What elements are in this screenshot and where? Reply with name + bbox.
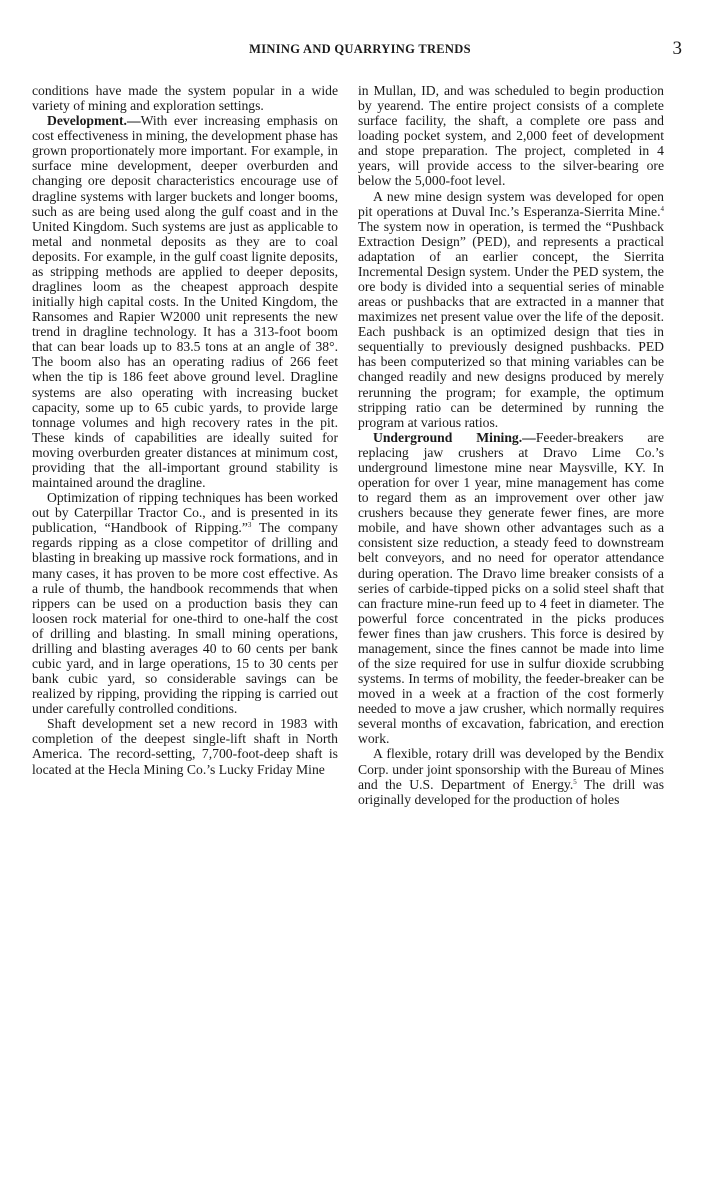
paragraph-ripping — [32, 490, 338, 716]
paragraph-text: With ever increasing emphasis on cost effectiveness in mining, the development phase has grown proportionately more important. For example, in surface mine development, deeper overburden and changing ore deposit characteristics encourage use of dragline systems with larger buckets and longer booms, such as are being used along the gulf coast and in the United Kingdom. Such systems are just as applicable to metal and nonmetal deposits as they are to coal deposits. For example, in the gulf coast lignite deposits, as stripping methods are applied to deeper deposits, draglines loom as the cheapest approach despite initially high capital costs. In the United Kingdom, the Ransomes and Rapier W2000 unit represents the new trend in dragline technology. It has a 313-foot boom that can bear loads up to 83.5 tons at an angle of 38°. The boom also has an operating radius of 266 feet when the tip is 186 feet above ground level. Dragline systems are also operating with increasing bucket capacity, some up to 65 cubic yards, to provide large tonnage volumes and high recovery rates in the pit. These kinds of capabilities are ideally suited for moving overburden greater distances at minimum cost, providing that the all-important ground stability is maintained around the dragline. — [32, 113, 338, 491]
running-head: MINING AND QUARRYING TRENDS — [249, 42, 471, 56]
paragraph-text: Optimization of ripping techniques has been worked out by Caterpillar Tractor Co., and is presented in its publication, “Handbook of Ripping.” — [32, 490, 338, 536]
paragraph-development — [32, 113, 338, 490]
left-column — [32, 83, 338, 777]
paragraph-text: Shaft development set a new record in 1983 with completion of the deepest single-lift shaft in North America. The record-setting, 7,700-foot-deep shaft is located at the Hecla Mining Co.’s Lucky Friday Mine — [32, 716, 338, 777]
paragraph-text: A new mine design system was developed for open pit operations at Duval Inc.’s Esperanza-Sierrita Mine. — [358, 188, 664, 219]
paragraph-drill — [358, 746, 664, 806]
section-heading-underground-mining: Underground Mining. — [373, 429, 523, 445]
footnote-ref: 5 — [573, 777, 577, 786]
paragraph-text: in Mullan, ID, and was scheduled to begin production by yearend. The entire project consists of a complete surface facility, the shaft, a complete ore pass and loading pocket system, and 2,000 feet of development and stope preparation. The project, completed in 4 years, will provide access to the silver-bearing ore below the 5,000-foot level. — [358, 83, 664, 189]
paragraph-mine-design — [358, 189, 664, 430]
paragraph — [358, 83, 664, 189]
paragraph — [32, 83, 338, 113]
section-heading-development: Development. — [47, 113, 127, 129]
footnote-ref: 3 — [247, 521, 252, 530]
heading-dash: — — [126, 113, 141, 129]
paragraph-text: conditions have made the system popular in a wide variety of mining and exploration settings. — [32, 83, 338, 114]
page-number: 3 — [672, 38, 682, 59]
paragraph-text: Feeder-breakers are replacing jaw crushers at Dravo Lime Co.’s underground limestone mine near Maysville, KY. In operation for over 1 year, mine management has come to regard them as an improvement over other jaw crushers because they generate fewer fines, are more mobile, and have shown other advantages such as a consistent size reduction, a steady feed to downstream belt conveyors, and no need for operator attendance during operation. The Dravo lime breaker consists of a series of carbide-tipped picks on a solid steel shaft that can fracture mine-run feed up to 4 feet in diameter. The powerful force concentrated in the picks produces fewer fines than jaw crushers. This force is desired by management, since the fines cannot be made into lime of the size required for use in sulfur dioxide scrubbing systems. In terms of mobility, the feeder-breaker can be moved in a week at a fraction of the cost formerly needed to move a jaw crusher, which normally requires several months of excavation, fabrication, and erection work. — [358, 429, 665, 747]
paragraph-text: The drill was originally developed for the production of holes — [358, 776, 665, 807]
paragraph-text: A flexible, rotary drill was developed by the Bendix Corp. under joint sponsorship with the Bureau of Mines and the U.S. Department of Energy. — [358, 746, 664, 792]
right-column — [358, 83, 664, 807]
paragraph-text: The system now in operation, is termed the “Pushback Extraction Design” (PED), and represents a practical adaptation of an earlier concept, the Sierrita Incremental Design system. Under the PED system, the ore body is divided into a sequential series of minable areas or pushbacks that are extracted in a manner that maximizes net present value over the life of the deposit. Each pushback is an optimized design that ties in sequentially to previously designed pushbacks. PED has been computerized so that mining variables can be changed readily and new designs produced by merely rerunning the program; for example, the optimum stripping ratio can be determined by running the program at various ratios. — [358, 218, 664, 430]
footnote-ref: 4 — [660, 204, 664, 213]
heading-dash: — — [522, 429, 536, 445]
paragraph-underground — [358, 430, 664, 747]
paragraph-text: The company regards ripping as a close competitor of drilling and blasting in breaking up massive rock formations, and in many cases, it has proven to be more cost effective. As a rule of thumb, the handbook recommends that when rippers can be used on a production basis they can loosen rock material for one-third to one-half the cost of drilling and blasting. In small mining operations, drilling and blasting averages 40 to 60 cents per bank cubic yard, and in large operations, 15 to 30 cents per bank cubic yard, so considerable savings can be realized by ripping, providing the ripping is carried out under carefully controlled conditions. — [32, 520, 338, 717]
page-header — [24, 38, 696, 64]
paragraph-shaft — [32, 716, 338, 776]
